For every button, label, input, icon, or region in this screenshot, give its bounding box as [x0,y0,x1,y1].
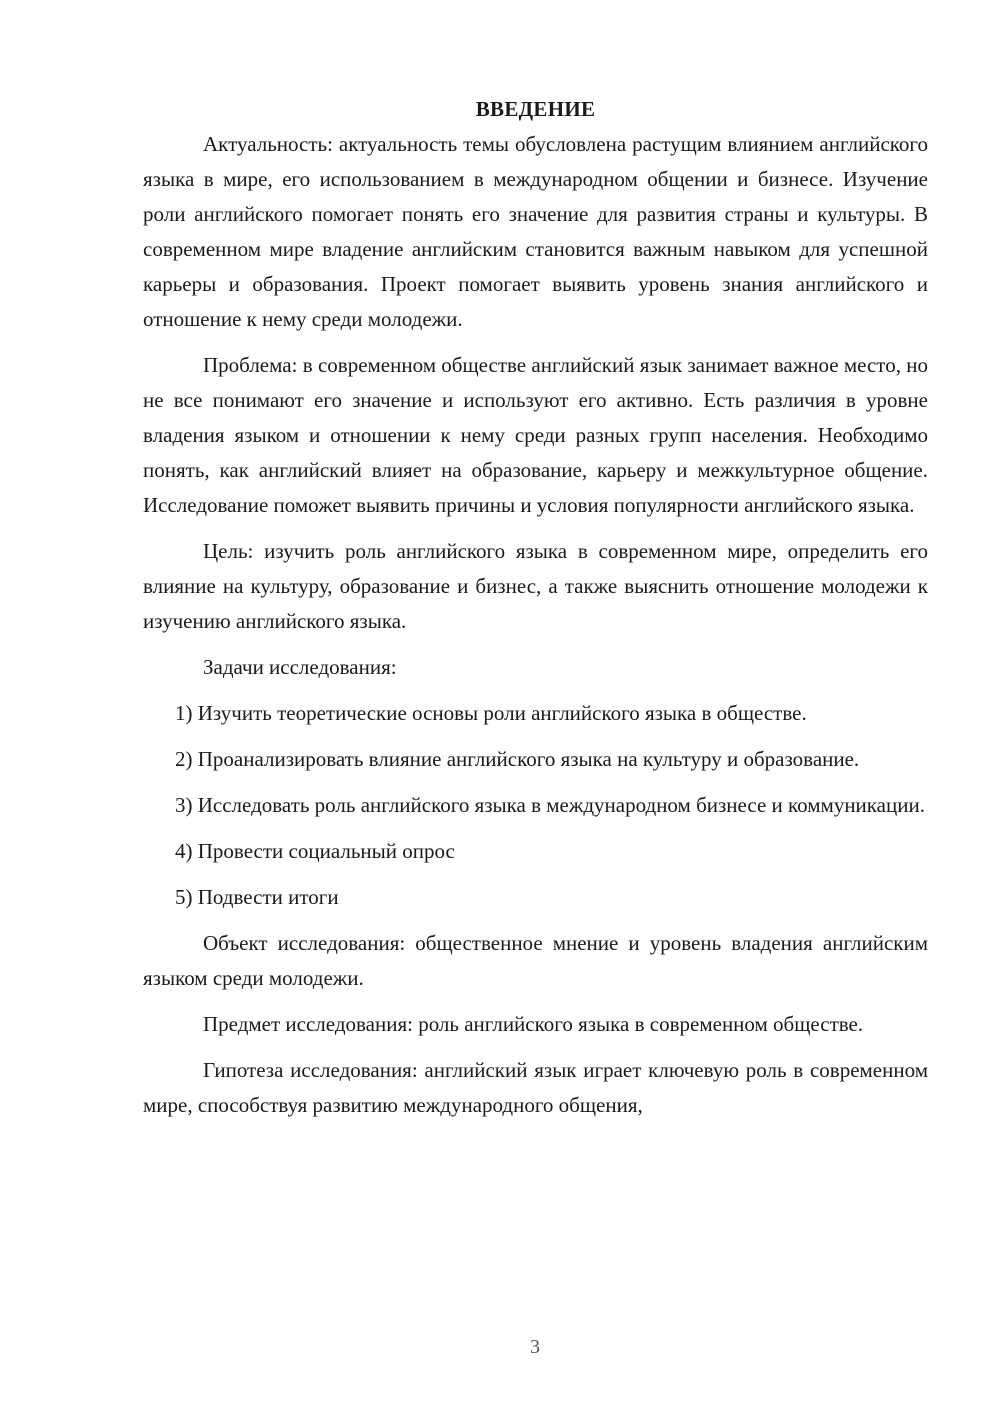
task-item: 5) Подвести итоги [175,885,339,909]
paragraph-subject: Предмет исследования: роль английского языка в современном обществе. [203,1012,864,1036]
paragraph-relevance: Актуальность: актуальность темы обусловлена растущим влиянием английского языка в мире, его использованием в международном общении и бизнесе. Изучение роли английского помогает понять его значение для развития страны и культуры. В современном мире владение английским становится важным навыком для успешной карьеры и образования. Проект помогает выявить уровень знания английского и отношение к нему среди молодежи. [143,132,928,331]
paragraph-goal: Цель: изучить роль английского языка в современном мире, определить его влияние на культуру, образование и бизнес, а также выяснить отношение молодежи к изучению английского языка. [143,539,928,633]
task-item: 1) Изучить теоретические основы роли английского языка в обществе. [175,701,807,725]
task-item: 2) Проанализировать влияние английского языка на культуру и образование. [175,747,860,771]
page-title: ВВЕДЕНИЕ [475,97,596,121]
tasks-heading: Задачи исследования: [203,655,397,679]
task-item: 4) Провести социальный опрос [175,839,455,863]
document-page [143,92,928,1123]
task-item: 3) Исследовать роль английского языка в международном бизнесе и коммуникации. [175,793,925,817]
page-number: 3 [530,1336,540,1358]
paragraph-hypothesis: Гипотеза исследования: английский язык играет ключевую роль в современном мире, способствуя развитию международного общения, [143,1058,928,1117]
paragraph-problem: Проблема: в современном обществе английский язык занимает важное место, но не все понимают его значение и используют его активно. Есть различия в уровне владения языком и отношении к нему среди разных групп населения. Необходимо понять, как английский влияет на образование, карьеру и межкультурное общение. Исследование поможет выявить причины и условия популярности английского языка. [143,353,928,517]
paragraph-object: Объект исследования: общественное мнение и уровень владения английским языком среди молодежи. [143,931,928,990]
